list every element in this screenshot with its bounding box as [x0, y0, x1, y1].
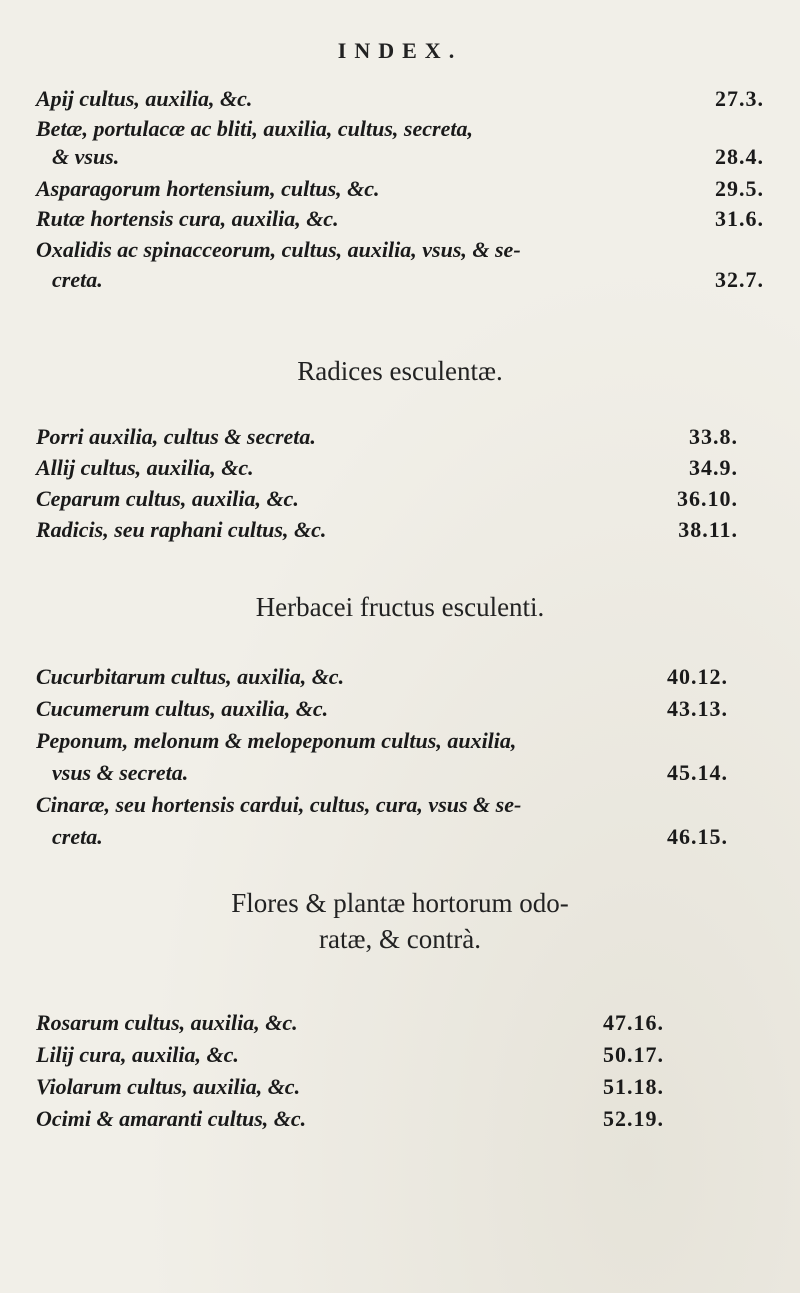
index-entry-continuation — [36, 265, 764, 295]
entry-text: Apij cultus, auxilia, &c. — [36, 86, 253, 111]
section-heading-line-1: Flores & plantæ hortorum odo- — [231, 888, 569, 918]
entry-text: Porri auxilia, cultus & secreta. — [36, 424, 316, 449]
entry-page-number: 51.18. — [603, 1074, 664, 1099]
entry-text: Asparagorum hortensium, cultus, &c. — [36, 176, 380, 201]
section-heading: Radices esculentæ. — [297, 356, 503, 386]
index-entry — [36, 1072, 764, 1102]
index-entry-continuation — [36, 822, 764, 852]
entry-page-number: 31.6. — [715, 206, 764, 231]
entry-text: Cucumerum cultus, auxilia, &c. — [36, 696, 329, 721]
entry-text: Rutæ hortensis cura, auxilia, &c. — [36, 206, 339, 231]
entry-page-number: 33.8. — [689, 424, 738, 449]
entry-page-number: 27.3. — [715, 86, 764, 111]
entry-text: Betæ, portulacæ ac bliti, auxilia, cultus, secreta, — [36, 116, 473, 141]
entry-page-number: 43.13. — [667, 696, 728, 721]
entry-text: Violarum cultus, auxilia, &c. — [36, 1074, 301, 1099]
entry-text: Rosarum cultus, auxilia, &c. — [36, 1010, 298, 1035]
index-entry — [36, 662, 764, 692]
entry-text: Radicis, seu raphani cultus, &c. — [36, 517, 327, 542]
entry-page-number: 34.9. — [689, 455, 738, 480]
entry-page-number: 40.12. — [667, 664, 728, 689]
entry-text: Cinaræ, seu hortensis cardui, cultus, cura, vsus & se- — [36, 792, 522, 817]
section-heading-line-2: ratæ, & contrà. — [319, 924, 481, 954]
index-entry — [36, 484, 764, 514]
index-entry — [36, 453, 764, 483]
index-entry — [36, 1040, 764, 1070]
entry-page-number: 45.14. — [667, 760, 728, 785]
index-entry — [36, 114, 764, 144]
entry-text: Lilij cura, auxilia, &c. — [36, 1042, 239, 1067]
entry-page-number: 46.15. — [667, 824, 728, 849]
entry-text-continuation: & vsus. — [52, 144, 120, 169]
entry-text: Ocimi & amaranti cultus, &c. — [36, 1106, 307, 1131]
entry-page-number: 52.19. — [603, 1106, 664, 1131]
entry-page-number: 29.5. — [715, 176, 764, 201]
entry-text-continuation: creta. — [52, 824, 103, 849]
entry-page-number: 38.11. — [678, 517, 738, 542]
index-entry — [36, 726, 764, 756]
entry-page-number: 36.10. — [677, 486, 738, 511]
entry-text: Ceparum cultus, auxilia, &c. — [36, 486, 299, 511]
index-entry — [36, 235, 764, 265]
entry-text-continuation: creta. — [52, 267, 103, 292]
index-entry — [36, 694, 764, 724]
index-entry-continuation — [36, 142, 764, 172]
index-entry — [36, 1008, 764, 1038]
index-entry — [36, 84, 764, 114]
entry-page-number: 32.7. — [715, 267, 764, 292]
entry-text: Allij cultus, auxilia, &c. — [36, 455, 254, 480]
section-heading: Herbacei fructus esculenti. — [255, 592, 545, 622]
entry-page-number: 50.17. — [603, 1042, 664, 1067]
index-entry — [36, 422, 764, 452]
index-entry — [36, 1104, 764, 1134]
entry-page-number: 28.4. — [715, 144, 764, 169]
index-entry — [36, 174, 764, 204]
index-entry — [36, 204, 764, 234]
entry-text: Peponum, melonum & melopeponum cultus, auxilia, — [36, 728, 517, 753]
index-entry-continuation — [36, 758, 764, 788]
index-entry — [36, 515, 764, 545]
entry-text: Cucurbitarum cultus, auxilia, &c. — [36, 664, 345, 689]
entry-page-number: 47.16. — [603, 1010, 664, 1035]
running-head: INDEX. — [337, 38, 463, 63]
entry-text-continuation: vsus & secreta. — [52, 760, 189, 785]
index-entry — [36, 790, 764, 820]
entry-text: Oxalidis ac spinacceorum, cultus, auxilia, vsus, & se- — [36, 237, 521, 262]
